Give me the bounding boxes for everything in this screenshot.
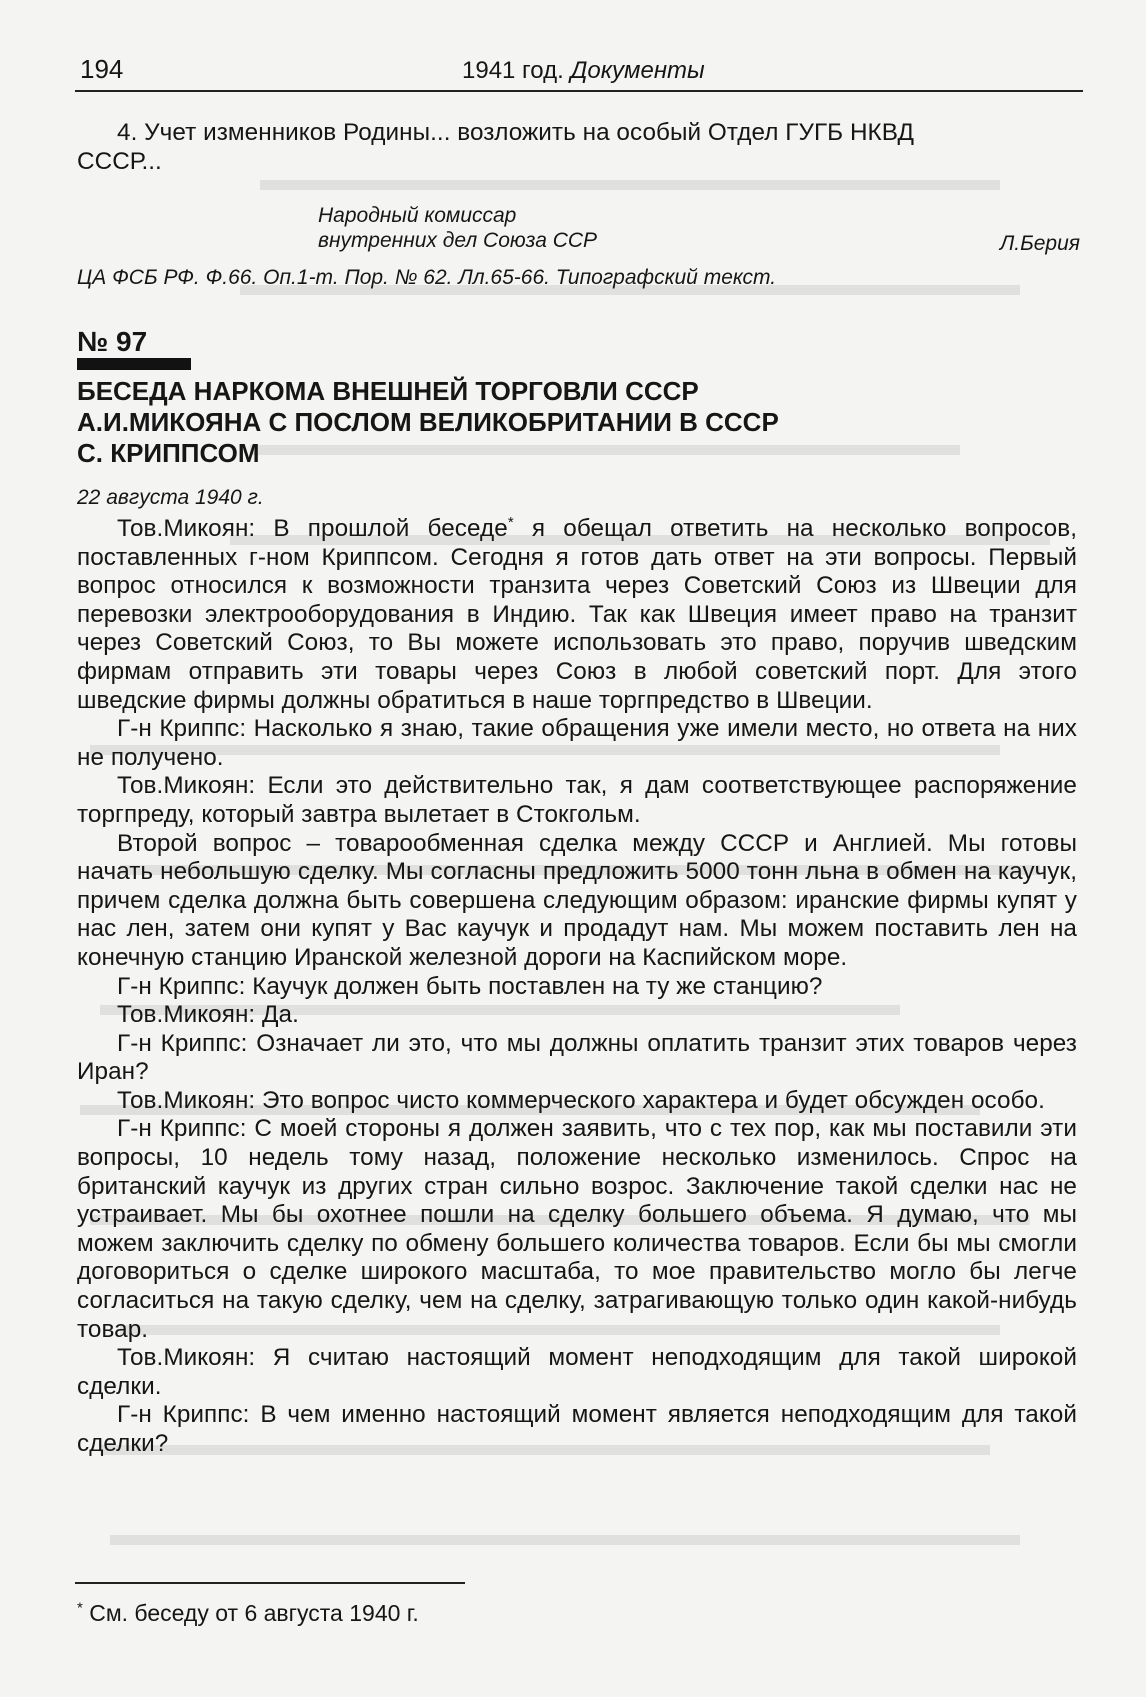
footnote-ref: *	[507, 513, 514, 531]
paragraph-5: Г-н Криппс: Каучук должен быть поставлен на ту же станцию?	[117, 972, 823, 1000]
document-title	[77, 376, 779, 469]
signer-line2: внутренних дел Союза ССР	[318, 229, 598, 252]
paragraph-6: Тов.Микоян: Да.	[117, 1001, 299, 1029]
document-number: № 97	[77, 326, 148, 357]
footnote-mark: *	[77, 1599, 83, 1617]
title-line2: А.И.МИКОЯНА С ПОСЛОМ ВЕЛИКОБРИТАНИИ В СССР	[77, 407, 779, 437]
footnote	[77, 1600, 419, 1627]
footnote-rule	[75, 1582, 465, 1584]
signer-name: Л.Берия	[999, 232, 1080, 255]
document-number-bar	[77, 358, 191, 370]
paragraph-8: Тов.Микоян: Это вопрос чисто коммерческого характера и будет обсужден особо.	[117, 1086, 1045, 1114]
document-body	[77, 515, 1077, 1459]
paragraph-1	[77, 515, 1077, 715]
archive-reference: ЦА ФСБ РФ. Ф.66. Оп.1-т. Пор. № 62. Лл.65-66. Типографский текст.	[77, 266, 777, 289]
running-title	[462, 57, 705, 85]
paragraph-7: Г-н Криппс: Означает ли это, что мы должны оплатить транзит этих товаров через Иран?	[77, 1029, 1077, 1086]
item4-line1: 4. Учет изменников Родины... возложить на особый Отдел ГУГБ НКВД	[117, 119, 914, 146]
running-title-year: 1941 год.	[462, 57, 564, 84]
paragraph-4: Второй вопрос – товарообменная сделка между СССР и Англией. Мы готовы начать небольшую сделку. Мы согласны предложить 5000 тонн льна в обмен на каучук, причем сделка должна быть совершена следующим образом: иранские фирмы купят у нас лен, затем они купят у Вас каучук и продадут нам. Мы можем поставить лен на конечную станцию Иранской железной дороги на Каспийском море.	[77, 829, 1077, 971]
p1-rest: я обещал ответить на несколько вопросов, поставленных г-ном Криппсом. Сегодня я готов дать ответ на эти вопросы. Первый вопрос относился к возможности транзита через Советский Союз из Швеции для перевозки электрооборудования в Индию. Так как Швеция имеет право на транзит через Советский Союз, то Вы можете использовать это право, поручив шведским фирмам отправить эти товары через Союз в любой советский порт. Для этого шведские фирмы должны обратиться в наше торгпредство в Швеции.	[77, 515, 1077, 714]
header-rule	[75, 90, 1083, 92]
paragraph-9: Г-н Криппс: С моей стороны я должен заявить, что с тех пор, как мы поставили эти вопросы, 10 недель тому назад, положение несколько изменилось. Спрос на британский каучук из других стран сильно возрос. Заключение такой сделки нас не устраивает. Мы бы охотнее пошли на сделку большего объема. Я думаю, что мы можем заключить сделку по обмену большего количества товаров. Если бы мы смогли договориться о сделке широкого масштаба, то мое правительство могло бы легче согласиться на такую сделку, чем на сделку, затрагивающую только один какой-нибудь товар.	[77, 1115, 1077, 1343]
prev-doc-item4	[77, 119, 1077, 176]
paragraph-10: Тов.Микоян: Я считаю настоящий момент неподходящим для такой широкой сделки.	[77, 1344, 1077, 1400]
paragraph-11: Г-н Криппс: В чем именно настоящий момент является неподходящим для такой сделки?	[77, 1401, 1077, 1457]
p1-start: Тов.Микоян: В прошлой беседе	[117, 515, 508, 542]
signer-title	[318, 203, 597, 253]
title-line3: С. КРИППСОМ	[77, 438, 260, 468]
running-title-docs: Документы	[570, 57, 705, 84]
document-date: 22 августа 1940 г.	[77, 486, 264, 509]
item4-line2: СССР...	[77, 147, 162, 175]
title-line1: БЕСЕДА НАРКОМА ВНЕШНЕЙ ТОРГОВЛИ СССР	[77, 376, 699, 406]
paragraph-2: Г-н Криппс: Насколько я знаю, такие обращения уже имели место, но ответа на них не получено.	[77, 715, 1077, 771]
signer-line1: Народный комиссар	[318, 204, 517, 227]
page-number: 194	[80, 54, 124, 84]
paragraph-3: Тов.Микоян: Если это действительно так, я дам соответствующее распоряжение торгпреду, который завтра вылетает в Стокгольм.	[77, 772, 1077, 828]
footnote-text: См. беседу от 6 августа 1940 г.	[82, 1600, 419, 1626]
